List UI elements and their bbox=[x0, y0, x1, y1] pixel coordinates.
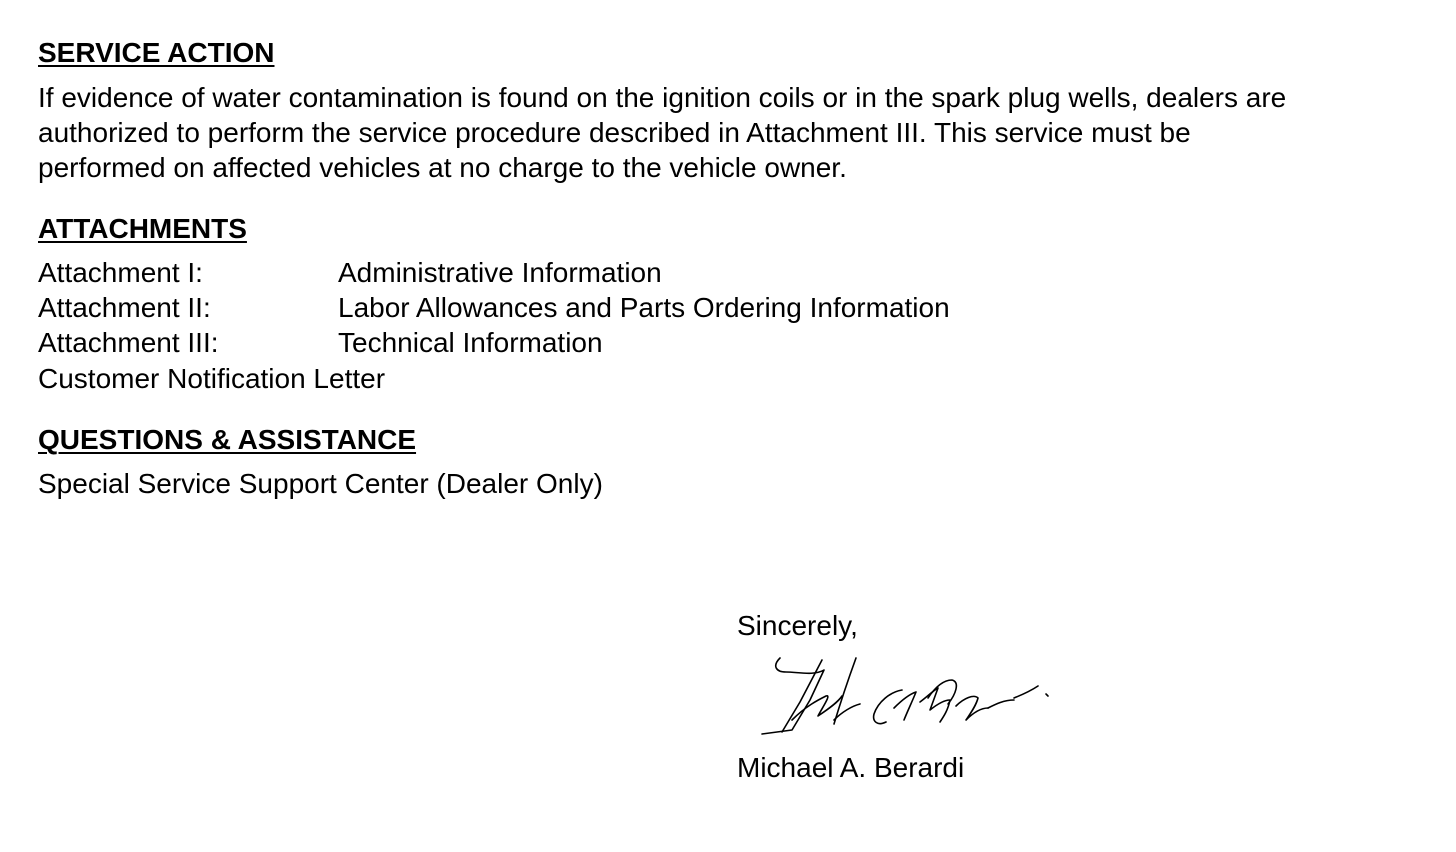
customer-notification-letter: Customer Notification Letter bbox=[38, 363, 386, 394]
attachment-row bbox=[38, 290, 1138, 325]
attachment-label: Attachment III: bbox=[38, 327, 219, 358]
attachment-row bbox=[38, 255, 1138, 290]
handwritten-signature bbox=[752, 650, 1062, 750]
service-action-line-2: authorized to perform the service procedure described in Attachment III. This service must be bbox=[38, 117, 1191, 148]
service-action-heading: SERVICE ACTION bbox=[38, 37, 275, 68]
closing-salutation: Sincerely, bbox=[737, 610, 858, 641]
attachment-label: Attachment II: bbox=[38, 292, 211, 323]
signer-name: Michael A. Berardi bbox=[737, 752, 965, 783]
questions-heading: QUESTIONS & ASSISTANCE bbox=[38, 424, 417, 455]
attachment-description: Administrative Information bbox=[338, 257, 662, 288]
attachments-heading: ATTACHMENTS bbox=[38, 213, 247, 244]
attachment-description: Labor Allowances and Parts Ordering Information bbox=[338, 292, 950, 323]
service-action-line-3: performed on affected vehicles at no charge to the vehicle owner. bbox=[38, 152, 847, 183]
attachment-description: Technical Information bbox=[338, 327, 603, 358]
service-action-line-1: If evidence of water contamination is found on the ignition coils or in the spark plug wells, dealers are bbox=[38, 82, 1287, 113]
attachment-label: Attachment I: bbox=[38, 257, 203, 288]
attachment-row bbox=[38, 325, 1138, 360]
support-center-line: Special Service Support Center (Dealer Only) bbox=[38, 468, 603, 499]
